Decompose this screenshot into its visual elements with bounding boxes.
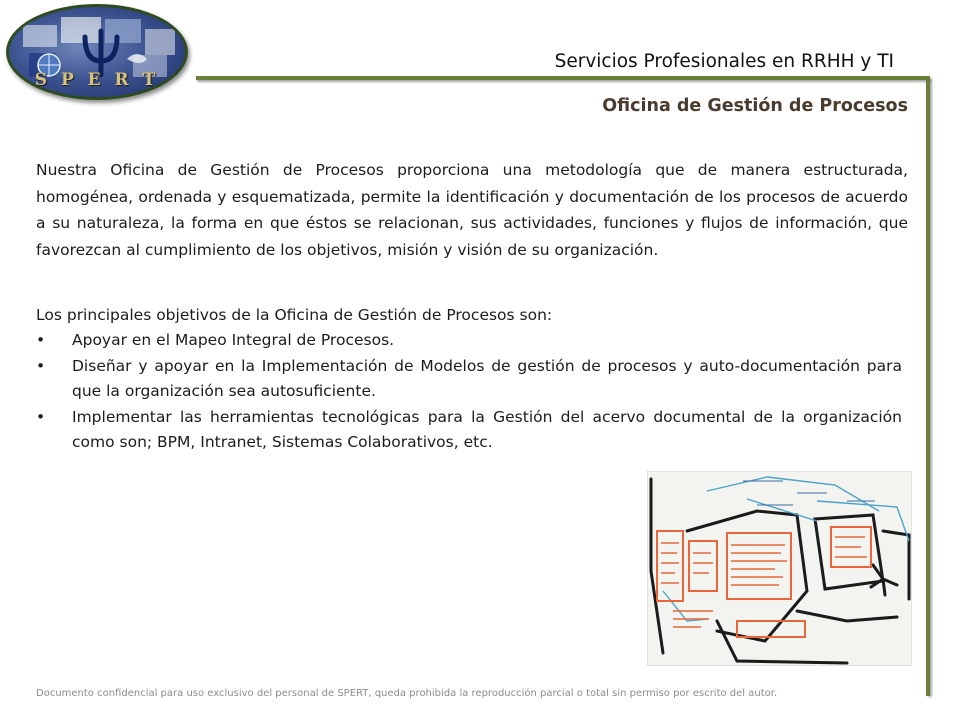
- logo-wordmark: S P E R T: [34, 70, 160, 90]
- confidentiality-footer: Documento confidencial para uso exclusivo del personal de SPERT, queda prohibida la reproducción parcial o total sin permiso por escrito del autor.: [36, 688, 778, 699]
- objective-text: Apoyar en el Mapeo Integral de Procesos.: [72, 331, 395, 349]
- page-title: Oficina de Gestión de Procesos: [602, 96, 908, 116]
- intro-paragraph: Nuestra Oficina de Gestión de Procesos proporciona una metodología que de manera estructurada, homogénea, ordenada y esquematizada, permite la identificación y documentación de los procesos de acuerdo a su naturaleza, la forma en que éstos se relacionan, sus actividades, funciones y flujos de información, que favorezcan al cumplimiento de los objetivos, misión y visión de su organización.: [36, 161, 908, 259]
- objective-text: Implementar las herramientas tecnológicas para la Gestión del acervo documental de la organización como son; BPM, Intranet, Sistemas Colaborativos, etc.: [72, 408, 902, 451]
- right-rule: [926, 78, 930, 696]
- objectives-heading: Los principales objetivos de la Oficina de Gestión de Procesos son:: [36, 306, 553, 324]
- objective-text: Diseñar y apoyar en la Implementación de Modelos de gestión de procesos y auto-documentación para que la organización sea autosuficiente.: [72, 357, 902, 400]
- spert-logo: [6, 4, 188, 100]
- bullet: •: [36, 408, 46, 426]
- bullet: •: [36, 331, 46, 349]
- objectives-list: [36, 328, 902, 456]
- list-item: [36, 354, 902, 404]
- list-item: [36, 328, 902, 353]
- company-name: Servicios Profesionales en RRHH y TI: [554, 51, 894, 72]
- header-rule: [196, 76, 930, 80]
- list-item: [36, 405, 902, 455]
- process-sketch-photo: [647, 471, 912, 666]
- bullet: •: [36, 357, 46, 375]
